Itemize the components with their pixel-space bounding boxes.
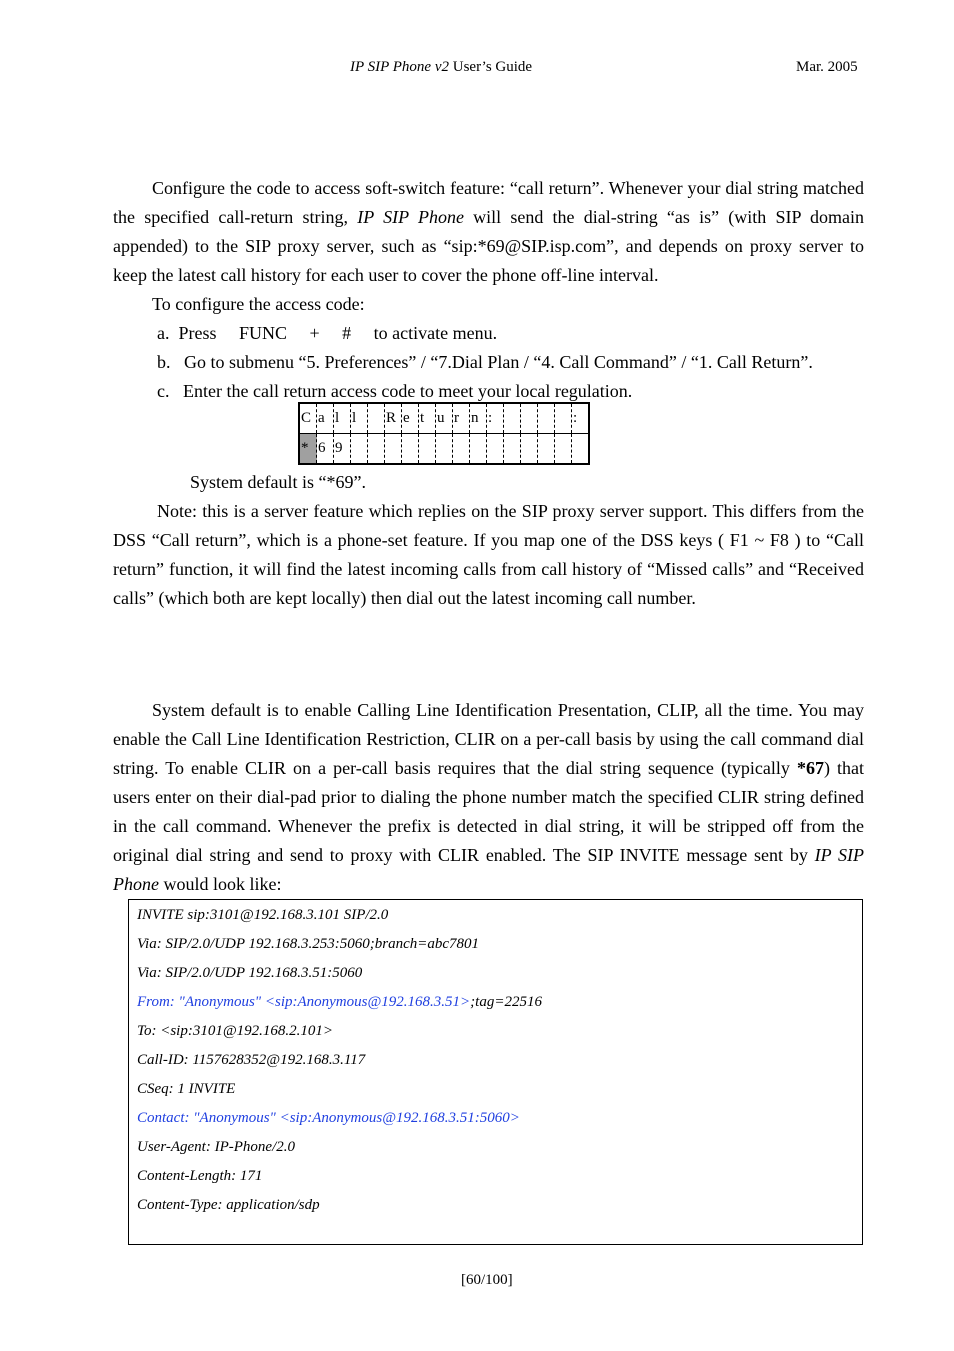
sip-line: User-Agent: IP-Phone/2.0: [137, 1139, 295, 1155]
lcd-cell: l: [334, 403, 351, 434]
header-date: Mar. 2005: [796, 59, 858, 75]
note-text: Note: this is a server feature which replies on the SIP proxy server support. This differs from the DSS “Call return”, which is a phone-set feature. If you map one of the DSS keys ( F1 ~ F8 ) to “Call return” function, it will find the latest incoming calls from call history of “Missed calls” and “Received calls” (which both are kept locally) then dial out the latest incoming call number.: [113, 501, 864, 608]
lcd-cell: [419, 434, 436, 465]
intro-text-a: Configure the code to access soft-switch feature: “call return”. Whenever your dial string matched the specified call-return string,: [113, 178, 864, 227]
call-return-intro: [113, 174, 864, 290]
lcd-cell: [521, 434, 538, 465]
lcd-cell: n: [470, 403, 487, 434]
lcd-cell: e: [402, 403, 419, 434]
intro-text-b: will send the dial-string “as is” (with SIP domain appended) to the SIP proxy server, such as “sip:*69@SIP.isp.com”, and depends on proxy server to keep the latest call history for each user to cover the phone off-line interval.: [113, 207, 865, 285]
lcd-cell: [402, 434, 419, 465]
lcd-cell: [521, 403, 538, 434]
sip-line: Call-ID: 1157628352@192.168.3.117: [137, 1052, 366, 1068]
note-paragraph: [113, 497, 864, 613]
sip-from-tag: ;tag=22516: [470, 994, 542, 1010]
header-doc-subtitle: User’s Guide: [449, 59, 533, 75]
lcd-cell: [555, 434, 572, 465]
lcd-cell: r: [453, 403, 470, 434]
clir-text-a: System default is to enable Calling Line Identification Presentation, CLIP, all the time. You may enable the Call Line Identification Restriction, CLIR on a per-call basis by using the call command dial string. To enable CLIR on a per-call basis requires that the dial string sequence (typically: [113, 700, 864, 778]
lcd-cell: [504, 403, 521, 434]
lcd-cell: 9: [334, 434, 351, 465]
sip-line: Content-Length: 171: [137, 1168, 263, 1184]
step-c: c. Enter the call return access code to meet your local regulation.: [157, 381, 633, 401]
configure-label: To configure the access code:: [152, 294, 365, 314]
lcd-cell: :: [572, 403, 590, 434]
lcd-cell: R: [385, 403, 402, 434]
sip-from-highlight: From: "Anonymous" <sip:Anonymous@192.168.3.51>: [137, 994, 471, 1010]
lcd-cell: [436, 434, 453, 465]
intro-product: IP SIP Phone: [357, 207, 464, 227]
sip-line: Content-Type: application/sdp: [137, 1197, 320, 1213]
clir-code: *67: [796, 758, 824, 778]
header-title: [350, 59, 532, 76]
lcd-cell: [453, 434, 470, 465]
lcd-cell: :: [487, 403, 504, 434]
step-b: b. Go to submenu “5. Preferences” / “7.Dial Plan / “4. Call Command” / “1. Call Return”.: [157, 352, 813, 372]
lcd-cell: [555, 403, 572, 434]
step-a: a. Press FUNC + # to activate menu.: [157, 323, 498, 343]
lcd-display: [298, 402, 590, 465]
lcd-cell: [385, 434, 402, 465]
sip-invite-message: [128, 899, 863, 1245]
lcd-cell: [538, 403, 555, 434]
lcd-cursor-cell: *: [299, 434, 317, 465]
sip-line: Via: SIP/2.0/UDP 192.168.3.253:5060;branch=abc7801: [137, 936, 480, 952]
page-number: [60/100]: [461, 1272, 513, 1288]
lcd-cell: u: [436, 403, 453, 434]
lcd-cell: [470, 434, 487, 465]
sip-line-contact: Contact: "Anonymous" <sip:Anonymous@192.168.3.51:5060>: [137, 1110, 520, 1126]
lcd-cell: [504, 434, 521, 465]
sip-line-from: [137, 991, 862, 1020]
clir-paragraph: [113, 696, 864, 899]
lcd-cell: [572, 434, 590, 465]
lcd-row-1: [299, 403, 589, 434]
lcd-cell: [351, 434, 368, 465]
lcd-cell: [538, 434, 555, 465]
sip-line: CSeq: 1 INVITE: [137, 1081, 236, 1097]
sip-line: Via: SIP/2.0/UDP 192.168.3.51:5060: [137, 965, 363, 981]
system-default: System default is “*69”.: [190, 472, 366, 492]
lcd-cell: C: [299, 403, 317, 434]
lcd-cell: [487, 434, 504, 465]
lcd-cell: 6: [317, 434, 334, 465]
clir-text-b: ) that users enter on their dial-pad prior to dialing the phone number match the specified CLIR string defined in the call command. Whenever the prefix is detected in dial string, it will be stripped off from the original dial string and send to proxy with CLIR enabled. The SIP INVITE message sent by: [113, 758, 864, 865]
sip-line: To: <sip:3101@192.168.2.101>: [137, 1023, 334, 1039]
header-doc-title: IP SIP Phone v2: [350, 59, 450, 75]
lcd-cell: t: [419, 403, 436, 434]
lcd-cell: [368, 403, 385, 434]
clir-text-c: would look like:: [158, 874, 282, 894]
clir-product: IP SIP Phone: [113, 845, 864, 894]
lcd-row-2: [299, 434, 589, 465]
lcd-cell: a: [317, 403, 334, 434]
sip-line: INVITE sip:3101@192.168.3.101 SIP/2.0: [137, 907, 389, 923]
lcd-cell: l: [351, 403, 368, 434]
lcd-cell: [368, 434, 385, 465]
